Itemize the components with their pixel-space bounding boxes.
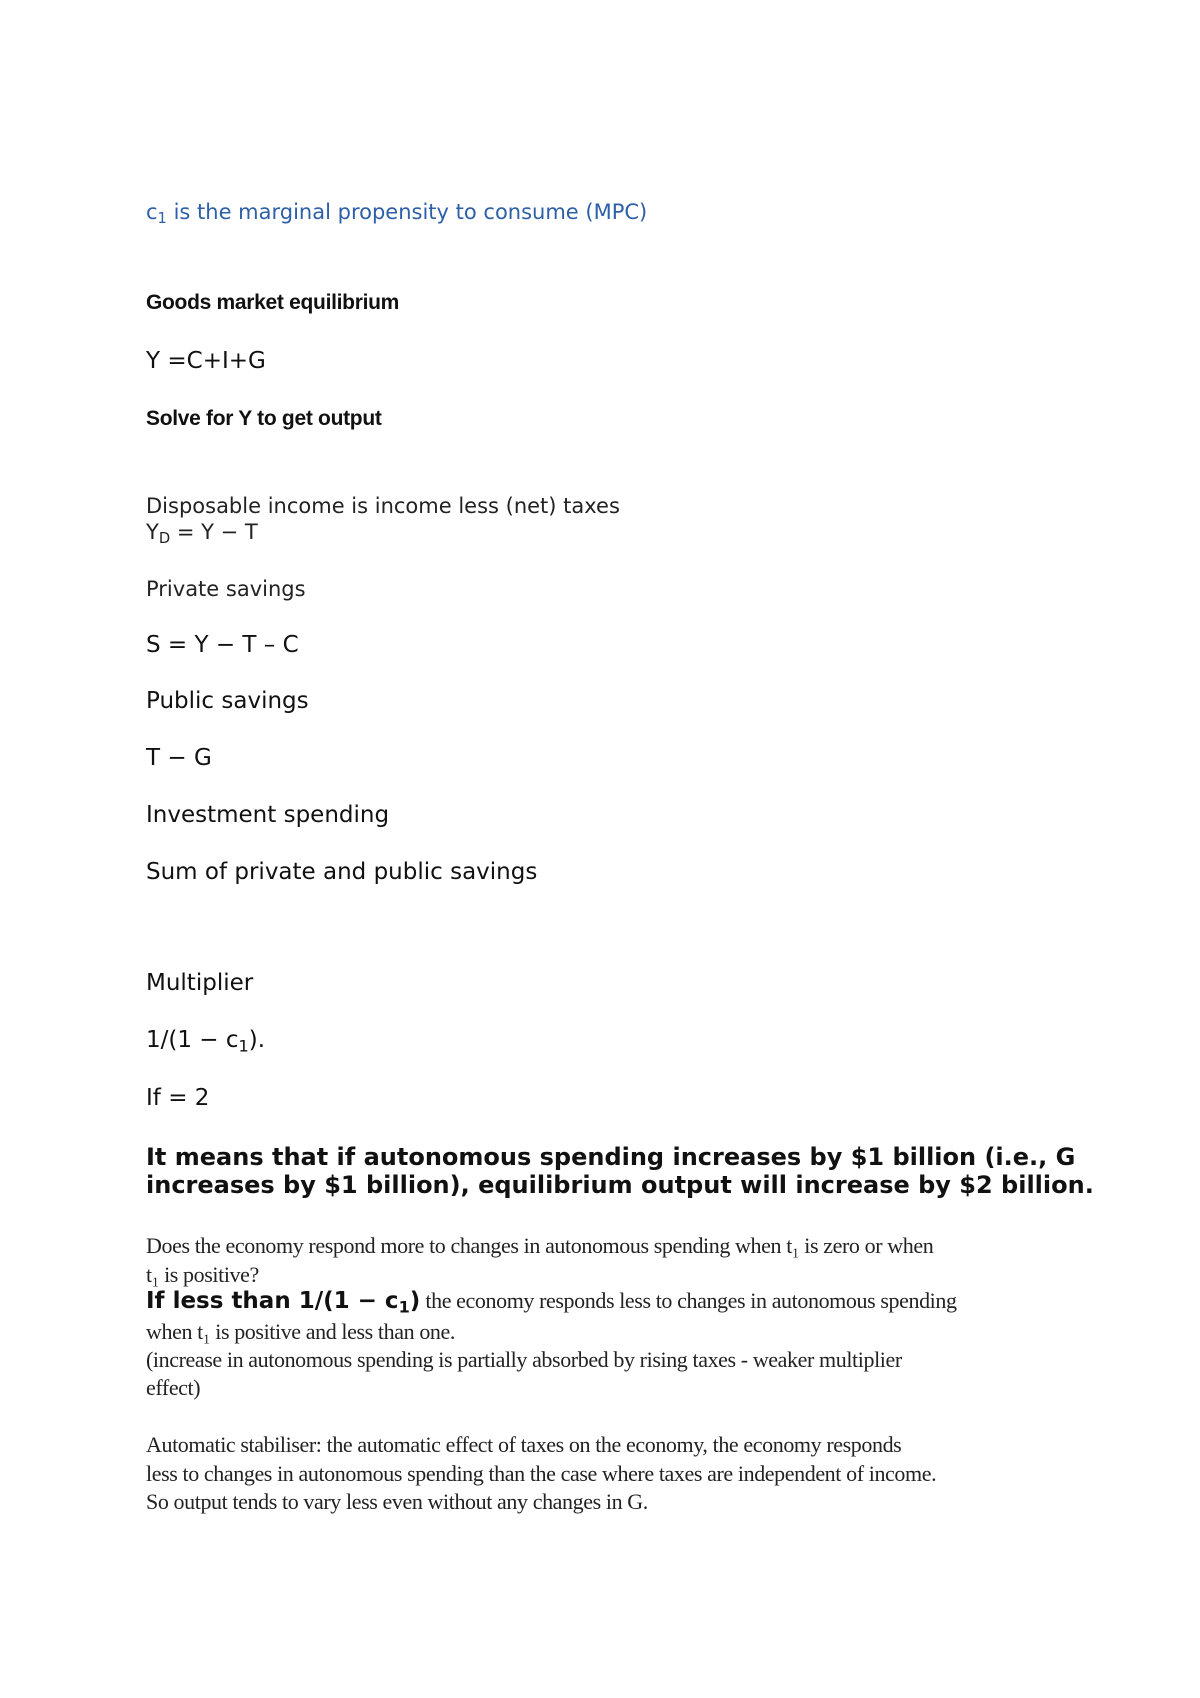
answer-line-1 [146,1288,957,1317]
disposable-income-definition: Disposable income is income less (net) taxes [146,494,620,518]
stabiliser-line-3: So output tends to vary less even without any changes in G. [146,1489,648,1514]
investment-spending-label: Investment spending [146,802,390,828]
answer-text: the economy responds less to changes in autonomous spending [420,1288,957,1313]
answer-line-2: when t₁ is positive and less than one. [146,1319,455,1344]
private-savings-label: Private savings [146,577,306,601]
multiplier-meaning-line-2: increases by $1 billion), equilibrium output will increase by $2 billion. [146,1171,1094,1199]
multiplier-formula: $1/(1 - c_1)$. [146,1027,266,1056]
answer-formula: If less than $1/(1 - c_1)$ [146,1288,421,1317]
goods-market-heading: Goods market equilibrium [146,291,400,314]
absorbed-line-1: (increase in autonomous spending is partially absorbed by rising taxes - weaker multiplier [146,1347,902,1372]
absorbed-line-2: effect) [146,1375,201,1400]
if-equals-two: If = 2 [146,1085,210,1111]
equilibrium-equation: Y =C+I+G [146,348,266,374]
sum-of-savings-label: Sum of private and public savings [146,859,538,885]
public-savings-label: Public savings [146,688,309,714]
stabiliser-line-2: less to changes in autonomous spending than the case where taxes are independent of income. [146,1461,937,1486]
stabiliser-line-1: Automatic stabiliser: the automatic effect of taxes on the economy, the economy responds [146,1432,902,1457]
public-savings-equation: T − G [146,745,212,771]
solve-for-y: Solve for Y to get output [146,407,382,430]
question-line-1: Does the economy respond more to changes in autonomous spending when t₁ is zero or when [146,1233,934,1258]
multiplier-heading: Multiplier [146,970,254,996]
question-line-2: t₁ is positive? [146,1262,259,1287]
mpc-definition: $c_1$ is the marginal propensity to consume (MPC) [146,200,648,228]
multiplier-meaning-line-1: It means that if autonomous spending increases by $1 billion (i.e., G [146,1143,1076,1171]
disposable-income-equation: $Y_D = Y - T$ [146,520,258,548]
private-savings-equation: S = Y − T – C [146,632,299,658]
